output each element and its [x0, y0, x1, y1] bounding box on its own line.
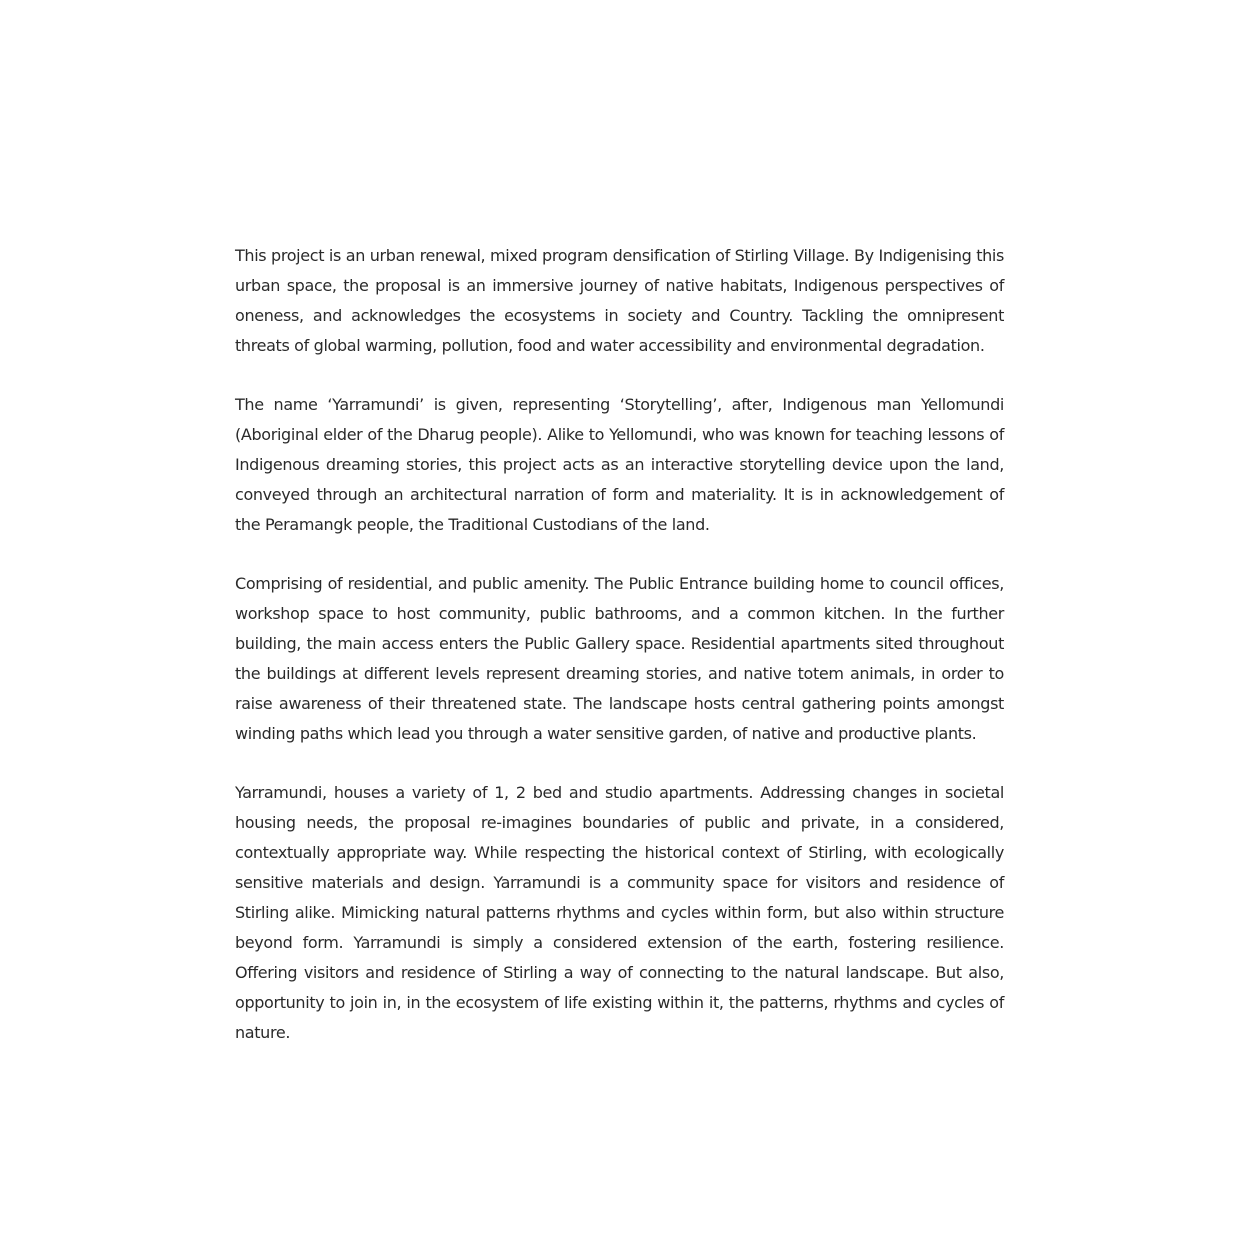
paragraph-introduction: This project is an urban renewal, mixed program densification of Stirling Village. By Indigenising this urban space, the proposal is an immersive journey of native habitats, Indigenous perspectives of oneness, and acknowledges the ecosystems in society and Country. Tackling the omnipresent threats of global warming, pollution, food and water accessibility and environmental degradation. — [235, 246, 1004, 355]
paragraph-name-origin: The name ‘Yarramundi’ is given, representing ‘Storytelling’, after, Indigenous man Yellomundi (Aboriginal elder of the Dharug people). Alike to Yellomundi, who was known for teaching lessons of Indigenous dreaming stories, this project acts as an interactive storytelling device upon the land, conveyed through an architectural narration of form and materiality. It is in acknowledgement of the Peramangk people, the Traditional Custodians of the land. — [235, 395, 1004, 534]
paragraph-program: Comprising of residential, and public amenity. The Public Entrance building home to council offices, workshop space to host community, public bathrooms, and a common kitchen. In the further building, the main access enters the Public Gallery space. Residential apartments sited throughout the buildings at different levels represent dreaming stories, and native totem animals, in order to raise awareness of their threatened state. The landscape hosts central gathering points amongst winding paths which lead you through a water sensitive garden, of native and productive plants. — [235, 574, 1004, 743]
paragraph-housing: Yarramundi, houses a variety of 1, 2 bed and studio apartments. Addressing changes in societal housing needs, the proposal re-imagines boundaries of public and private, in a considered, contextually appropriate way. While respecting the historical context of Stirling, with ecologically sensitive materials and design. Yarramundi is a community space for visitors and residence of Stirling alike. Mimicking natural patterns rhythms and cycles within form, but also within structure beyond form. Yarramundi is simply a considered extension of the earth, fostering resilience. Offering visitors and residence of Stirling a way of connecting to the natural landscape. But also, opportunity to join in, in the ecosystem of life existing within it, the patterns, rhythms and cycles of nature. — [235, 783, 1004, 1042]
body-text — [235, 241, 1004, 1048]
